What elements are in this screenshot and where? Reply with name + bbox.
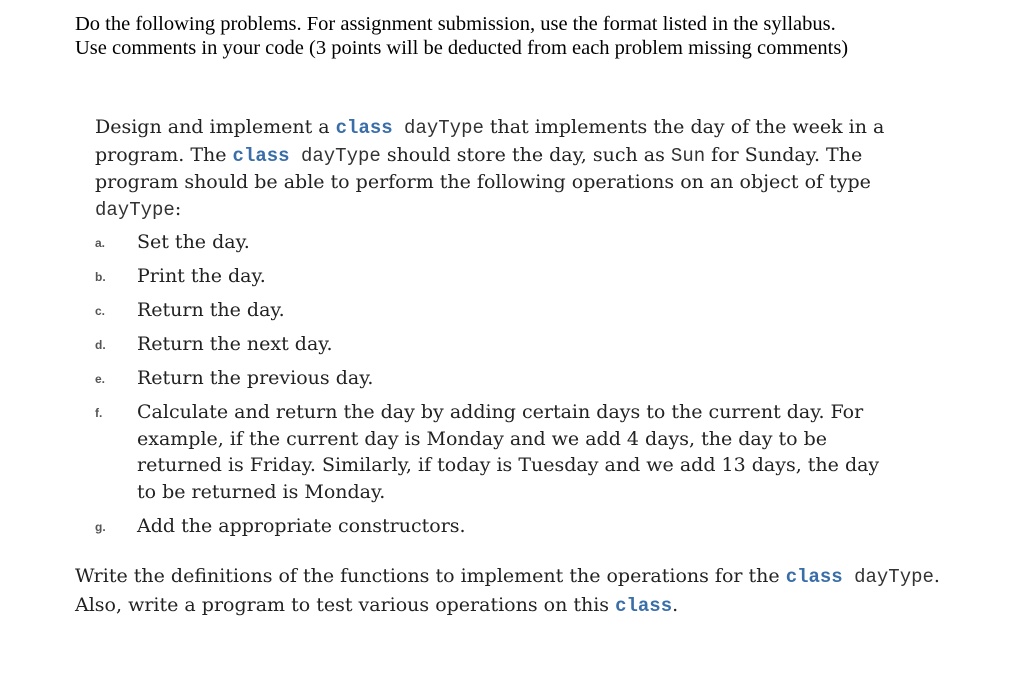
problem-text-4: for Sunday. The program should be able to perform the following operations on an object of type (95, 143, 871, 193)
operation-letter: c. (95, 304, 106, 318)
keyword-class: class (615, 595, 673, 617)
problem-paragraph (95, 114, 895, 223)
problem-text-2: that implements the day of the week in a program. The (95, 116, 885, 166)
keyword-class: class (232, 144, 290, 167)
code-daytype: dayType (95, 198, 175, 221)
operation-text: Print the day. (137, 265, 266, 287)
operation-letter: f. (95, 406, 103, 420)
operation-text: Return the previous day. (137, 367, 374, 389)
problem-statement (95, 114, 895, 223)
problem-text-5: : (174, 197, 182, 220)
operation-letter: b. (95, 270, 106, 284)
operation-text: Calculate and return the day by adding certain days to the current day. For example, if the current day is Monday and we add 4 days, the day to be returned is Friday. Similarly, if today is Tuesday and we add 13 days, the day to be returned is Monday. (137, 401, 880, 503)
problem-text-1: Design and implement a (95, 116, 336, 138)
operation-letter: g. (95, 520, 106, 534)
operation-text: Return the day. (137, 299, 285, 321)
closing-text (75, 562, 985, 620)
code-daytype: dayType (392, 117, 484, 139)
closing-text-3: . (672, 594, 679, 616)
operation-letter: d. (95, 338, 106, 352)
assignment-instructions (75, 12, 995, 60)
operation-letter: a. (95, 236, 106, 250)
operation-text: Add the appropriate constructors. (137, 515, 466, 537)
keyword-class: class (785, 566, 843, 588)
problem-text-3: should store the day, such as (380, 143, 671, 166)
operation-letter: e. (95, 372, 106, 386)
operation-text: Set the day. (137, 231, 250, 253)
keyword-class: class (335, 117, 393, 139)
closing-text-2: . Also, write a program to test various operations on this (75, 565, 940, 616)
operation-text: Return the next day. (137, 333, 333, 355)
closing-text-1: Write the definitions of the functions to implement the operations for the (75, 565, 786, 587)
instructions-line-2: Use comments in your code (3 points will be deducted from each problem missing comments) (75, 37, 849, 59)
code-daytype: dayType (842, 566, 934, 588)
closing-paragraph (75, 562, 985, 620)
code-daytype: dayType (289, 144, 381, 167)
code-sun: Sun (670, 144, 706, 167)
instructions-line-1: Do the following problems. For assignment submission, use the format listed in the syllabus. (75, 13, 836, 35)
